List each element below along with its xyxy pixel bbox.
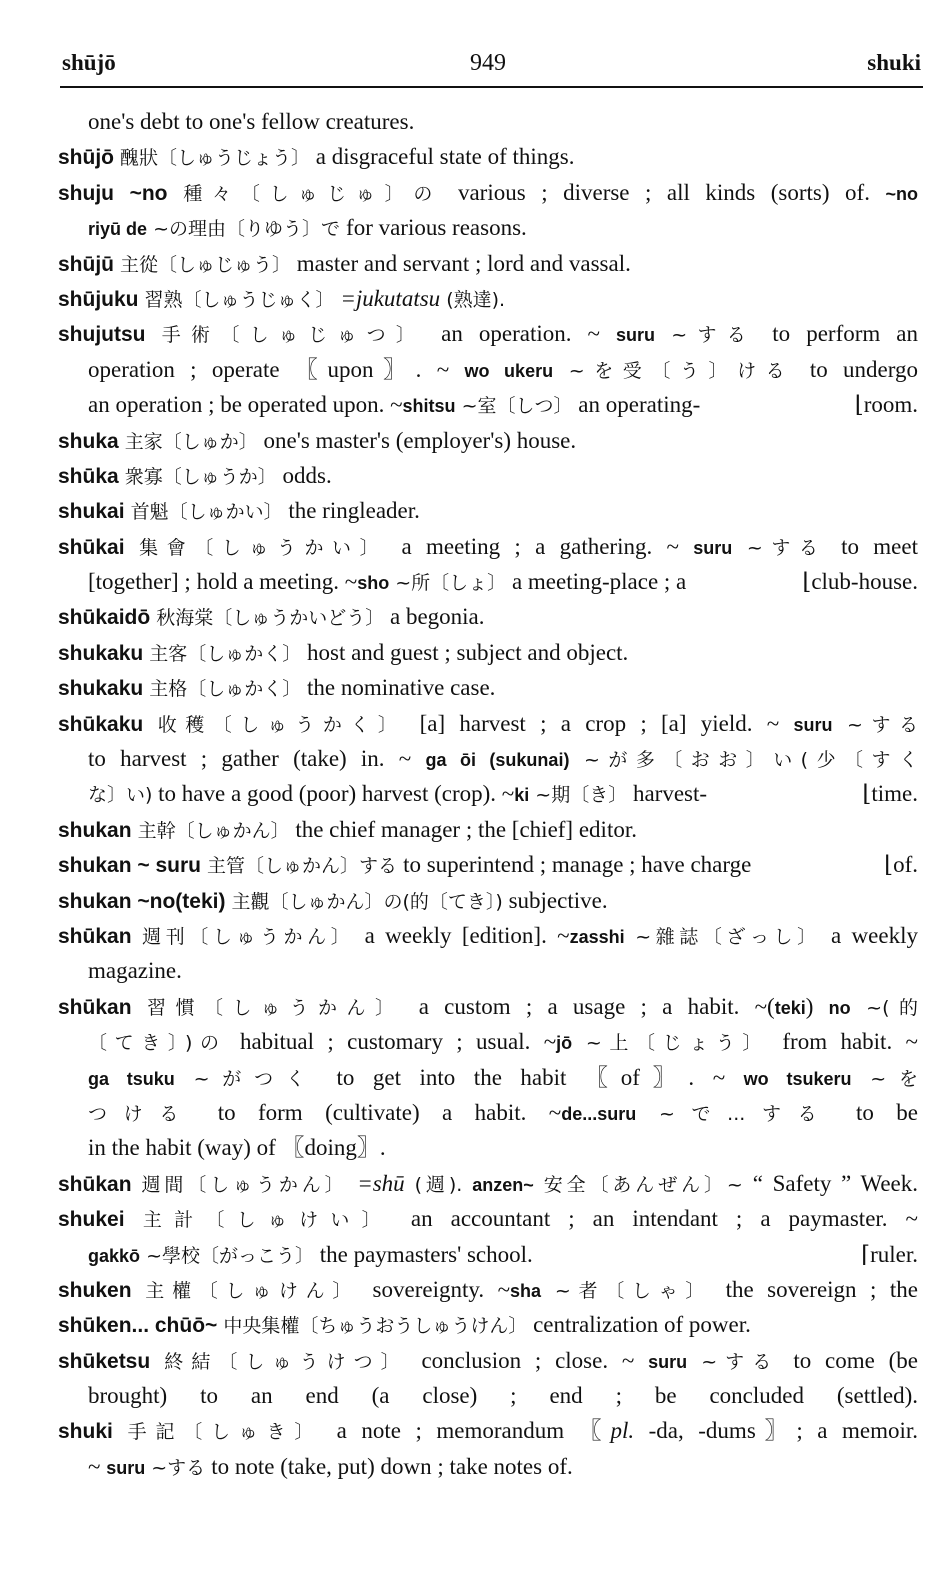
definition-text: the ringleader. bbox=[282, 498, 420, 524]
definition-text: ga tsuku bbox=[88, 1068, 175, 1089]
definition-text: [a] harvest ; a crop ; [a] yield. ~ bbox=[405, 710, 794, 736]
entry-line bbox=[58, 1024, 918, 1059]
japanese-text: ~する bbox=[654, 324, 773, 347]
japanese-text: ~雜誌〔ざっし〕 bbox=[624, 925, 821, 948]
headword: shūjū bbox=[58, 252, 114, 276]
definition-text: to form (cultivate) a habit. ~ bbox=[217, 1099, 562, 1125]
japanese-text: 週刊〔しゅうかん〕 bbox=[131, 925, 355, 948]
japanese-text: ~期〔き〕 bbox=[529, 784, 628, 807]
definition-text: anzen~ bbox=[472, 1174, 534, 1195]
definition-text: the nominative case. bbox=[301, 675, 496, 701]
overflow-word: ⌊room. bbox=[854, 392, 918, 418]
entry-line bbox=[58, 529, 918, 564]
definition-text: de...suru bbox=[561, 1103, 637, 1124]
japanese-text: 主客〔しゅかく〕 bbox=[143, 642, 302, 665]
definition-text: an accountant ; an intendant ; a paymaster. ~ bbox=[392, 1206, 918, 1232]
definition-text: to have a good (poor) harvest (crop). ~ bbox=[152, 781, 515, 807]
japanese-text: 主從〔しゅじゅう〕 bbox=[114, 253, 292, 276]
japanese-text: 中央集權〔ちゅうおうしゅうけん〕 bbox=[217, 1315, 528, 1338]
headword: shukaku bbox=[58, 677, 144, 701]
definition-text: a meeting ; a gathering. ~ bbox=[387, 533, 694, 559]
definition-text: wo tsukeru bbox=[743, 1068, 852, 1089]
definition-text: for various reasons. bbox=[346, 215, 527, 241]
definition-text: to superintend ; manage ; have charge bbox=[403, 852, 752, 878]
entry-line bbox=[58, 1060, 918, 1095]
entry-line bbox=[58, 104, 918, 139]
japanese-text: (週). bbox=[404, 1173, 473, 1196]
japanese-text: (熟達). bbox=[440, 288, 506, 311]
entry-line bbox=[58, 352, 918, 387]
entry-line bbox=[58, 1166, 918, 1201]
headword: shuju ~no bbox=[58, 181, 168, 205]
japanese-text: 秋海棠〔しゅうかいどう〕 bbox=[150, 607, 385, 630]
japanese-text: ~する bbox=[832, 713, 918, 736]
definition-text: wo ukeru bbox=[464, 360, 554, 381]
definition-text: the paymasters' school. bbox=[314, 1241, 533, 1267]
definition-text: habitual ; customary ; usual. ~ bbox=[226, 1029, 557, 1055]
entry-line bbox=[58, 741, 918, 776]
japanese-text: 醜狀〔しゅうじょう〕 bbox=[114, 147, 311, 170]
overflow-word: ⌊time. bbox=[862, 781, 918, 807]
japanese-text: 主幹〔しゅかん〕 bbox=[131, 819, 290, 842]
headword: shūkai bbox=[58, 535, 125, 559]
definition-text: various ; diverse ; all kinds (sorts) of. bbox=[457, 179, 886, 205]
definition-text: a weekly [edition]. ~ bbox=[354, 922, 570, 948]
headword: shuka bbox=[58, 429, 119, 453]
japanese-text: 主格〔しゅかく〕 bbox=[143, 678, 302, 701]
header-rule bbox=[60, 86, 923, 88]
japanese-text: ~がつく bbox=[174, 1067, 337, 1090]
definition-text: ~ bbox=[88, 1453, 107, 1479]
definition-text: the chief manager ; the [chief] editor. bbox=[289, 816, 637, 842]
definition-text: to get into the habit 〖of〗. ~ bbox=[336, 1064, 744, 1090]
entry-line bbox=[58, 812, 918, 847]
headword: shūkaku bbox=[58, 712, 144, 736]
entry-line bbox=[58, 989, 918, 1024]
headword: shukaku bbox=[58, 641, 144, 665]
definition-text: suru bbox=[693, 537, 733, 558]
definition-text: shitsu bbox=[402, 396, 456, 417]
definition-text: a disgraceful state of things. bbox=[310, 144, 575, 170]
japanese-text: ~者〔しゃ〕 bbox=[541, 1279, 713, 1302]
definition-text: in the habit (way) of 〖doing〗. bbox=[88, 1135, 386, 1161]
entry-line bbox=[58, 139, 918, 174]
japanese-text: ~上〔じょう〕 bbox=[572, 1032, 770, 1055]
headword: shujutsu bbox=[58, 323, 146, 347]
headword: shūkan bbox=[58, 924, 132, 948]
entry-line bbox=[58, 670, 918, 705]
japanese-text: ~所〔しょ〕 bbox=[389, 572, 507, 595]
definition-text: “ Safety ” Week. bbox=[752, 1170, 918, 1196]
japanese-text: 安全〔あんぜん〕~ bbox=[533, 1173, 753, 1196]
definition-text: a custom ; a usage ; a habit. ~( bbox=[403, 993, 775, 1019]
definition-text: from habit. ~ bbox=[769, 1029, 918, 1055]
definition-text: harvest- bbox=[627, 781, 708, 807]
japanese-text: つける bbox=[88, 1102, 218, 1125]
japanese-text: 主計〔しゅけい〕 bbox=[124, 1209, 393, 1232]
definition-text: sovereignty. ~ bbox=[359, 1276, 511, 1302]
definition-text: =jukutatsu bbox=[334, 285, 441, 311]
entry-line bbox=[58, 458, 918, 493]
definition-text: a meeting-place ; a bbox=[506, 569, 687, 595]
headword: shūkan bbox=[58, 995, 132, 1019]
japanese-text: ~を bbox=[851, 1067, 918, 1090]
entry-line bbox=[58, 246, 918, 281]
overflow-word: ⌊of. bbox=[884, 852, 918, 878]
entry-line bbox=[58, 1449, 918, 1484]
japanese-text: ~する bbox=[732, 536, 842, 559]
japanese-text: ~する bbox=[687, 1350, 794, 1373]
definition-text: the sovereign ; the bbox=[712, 1276, 918, 1302]
definition-text: ) bbox=[805, 993, 829, 1019]
japanese-text: 收穫〔しゅうかく〕 bbox=[143, 713, 406, 736]
definition-text: an operation ; be operated upon. ~ bbox=[88, 392, 403, 418]
entry-line bbox=[58, 918, 918, 953]
entry-line bbox=[58, 953, 918, 988]
entry-line bbox=[58, 1237, 918, 1272]
definition-text: to come (be bbox=[793, 1347, 918, 1373]
entry-line bbox=[58, 564, 918, 599]
japanese-text: 〔てき〕)の bbox=[88, 1032, 227, 1055]
definition-text: =shū bbox=[347, 1170, 405, 1196]
headword: shūkan bbox=[58, 1172, 132, 1196]
headword: shuki bbox=[58, 1420, 113, 1444]
japanese-text: 習慣〔しゅうかん〕 bbox=[131, 996, 404, 1019]
headword: shūka bbox=[58, 464, 119, 488]
definition-text: a note ; memorandum 〖 bbox=[322, 1418, 611, 1444]
definition-text: ~no bbox=[885, 183, 918, 204]
japanese-text: 衆寡〔しゅうか〕 bbox=[118, 465, 277, 488]
headword: shūkaidō bbox=[58, 606, 151, 630]
definition-text: sho bbox=[357, 573, 390, 594]
definition-text: subjective. bbox=[502, 887, 608, 913]
definition-text: master and servant ; lord and vassal. bbox=[291, 250, 631, 276]
japanese-text: 主家〔しゅか〕 bbox=[118, 430, 258, 453]
japanese-text: ~する bbox=[145, 1456, 212, 1479]
japanese-text: 主觀〔しゅかん〕の(的〔てき〕) bbox=[225, 890, 503, 913]
definition-text: suru bbox=[106, 1457, 146, 1478]
dictionary-entries bbox=[58, 104, 918, 1484]
headword: shūken... chūō~ bbox=[58, 1314, 218, 1338]
japanese-text: ~學校〔がっこう〕 bbox=[140, 1244, 314, 1267]
headword: shūjō bbox=[58, 146, 114, 170]
headword: shukan ~ suru bbox=[58, 854, 201, 878]
definition-text: suru bbox=[793, 714, 833, 735]
entry-line bbox=[58, 635, 918, 670]
headword: shukei bbox=[58, 1208, 125, 1232]
entry-line bbox=[58, 281, 918, 316]
definition-text: -da, -dums〗; a memoir. bbox=[634, 1418, 918, 1444]
definition-text: conclusion ; close. ~ bbox=[407, 1347, 649, 1373]
definition-text: a weekly bbox=[820, 922, 918, 948]
definition-text: no bbox=[828, 997, 851, 1018]
japanese-text: ~を受〔う〕ける bbox=[553, 359, 810, 382]
entry-line bbox=[58, 1378, 918, 1413]
entry-line bbox=[58, 883, 918, 918]
definition-text: brought) to an end (a close) ; end ; be concluded (settled). bbox=[88, 1383, 918, 1409]
japanese-text: 種々〔しゅじゅ〕の bbox=[167, 182, 458, 205]
overflow-word: ⌊club-house. bbox=[802, 569, 918, 595]
japanese-text: ~(的 bbox=[850, 996, 918, 1019]
definition-text: zasshi bbox=[569, 926, 625, 947]
japanese-text: な〕い) bbox=[88, 784, 153, 807]
definition-text: to note (take, put) down ; take notes of. bbox=[211, 1453, 573, 1479]
entry-line bbox=[58, 1095, 918, 1130]
japanese-text: 手記〔しゅき〕 bbox=[112, 1421, 323, 1444]
definition-text: suru bbox=[648, 1351, 688, 1372]
definition-text: operation ; operate 〖upon〗. ~ bbox=[88, 356, 465, 382]
definition-text: ki bbox=[514, 785, 530, 806]
definition-text: a begonia. bbox=[384, 604, 485, 630]
entry-line bbox=[58, 210, 918, 245]
entry-line bbox=[58, 599, 918, 634]
definition-text: to perform an bbox=[772, 321, 918, 347]
japanese-text: 週間〔しゅうかん〕 bbox=[131, 1173, 348, 1196]
definition-text: gakkō bbox=[88, 1245, 141, 1266]
definition-text: to be bbox=[855, 1099, 918, 1125]
headword: shuken bbox=[58, 1278, 132, 1302]
headword: shukan bbox=[58, 818, 132, 842]
definition-text: an operating- bbox=[572, 392, 701, 418]
definition-text: centralization of power. bbox=[527, 1312, 751, 1338]
definition-text: one's master's (employer's) house. bbox=[257, 427, 577, 453]
japanese-text: ~室〔しつ〕 bbox=[455, 395, 573, 418]
japanese-text: ~が多〔おお〕い(少〔すく bbox=[569, 749, 918, 772]
headword: shūjuku bbox=[58, 287, 139, 311]
headword: shukan ~no(teki) bbox=[58, 889, 226, 913]
japanese-text: 主管〔しゅかん〕する bbox=[200, 855, 404, 878]
definition-text: pl. bbox=[610, 1418, 635, 1444]
definition-text: to meet bbox=[841, 533, 918, 559]
japanese-text: 主權〔しゅけん〕 bbox=[131, 1279, 360, 1302]
definition-text: to undergo bbox=[809, 356, 918, 382]
entry-line bbox=[58, 1272, 918, 1307]
definition-text: an operation. ~ bbox=[425, 321, 616, 347]
definition-text: host and guest ; subject and object. bbox=[301, 639, 629, 665]
definition-text: one's debt to one's fellow creatures. bbox=[88, 109, 415, 134]
definition-text: [together] ; hold a meeting. ~ bbox=[88, 569, 358, 595]
overflow-word: ⌈ruler. bbox=[861, 1241, 918, 1267]
entry-line bbox=[58, 423, 918, 458]
entry-line bbox=[58, 1307, 918, 1342]
headword: shūketsu bbox=[58, 1349, 151, 1373]
definition-text: to harvest ; gather (take) in. ~ bbox=[88, 746, 426, 772]
entry-line bbox=[58, 1130, 918, 1165]
headword: shukai bbox=[58, 500, 125, 524]
entry-line bbox=[58, 493, 918, 528]
definition-text: magazine. bbox=[88, 958, 182, 984]
japanese-text: 手術〔しゅじゅつ〕 bbox=[145, 324, 426, 347]
definition-text: odds. bbox=[276, 462, 332, 488]
entry-line bbox=[58, 706, 918, 741]
running-head-left: shūjō bbox=[62, 50, 116, 75]
entry-line bbox=[58, 387, 918, 422]
definition-text: jō bbox=[556, 1033, 573, 1054]
running-head-right: shuki bbox=[867, 50, 921, 75]
japanese-text: 首魁〔しゅかい〕 bbox=[124, 501, 283, 524]
japanese-text: ~の理由〔りゆう〕で bbox=[147, 218, 347, 241]
japanese-text: ~で...する bbox=[636, 1102, 856, 1125]
definition-text: suru bbox=[615, 325, 655, 346]
entry-line bbox=[58, 1201, 918, 1236]
entry-line bbox=[58, 847, 918, 882]
japanese-text: 習熟〔しゅうじゅく〕 bbox=[138, 288, 335, 311]
entry-line bbox=[58, 316, 918, 351]
entry-line bbox=[58, 175, 918, 210]
japanese-text: 終結〔しゅうけつ〕 bbox=[150, 1350, 408, 1373]
definition-text: teki bbox=[774, 997, 806, 1018]
japanese-text: 集會〔しゅうかい〕 bbox=[124, 536, 388, 559]
page-number: 949 bbox=[470, 50, 506, 76]
entry-line bbox=[58, 776, 918, 811]
definition-text: sha bbox=[510, 1280, 542, 1301]
definition-text: riyū de bbox=[88, 219, 148, 240]
entry-line bbox=[58, 1343, 918, 1378]
definition-text: ga ōi (sukunai) bbox=[425, 750, 570, 771]
entry-line bbox=[58, 1413, 918, 1448]
